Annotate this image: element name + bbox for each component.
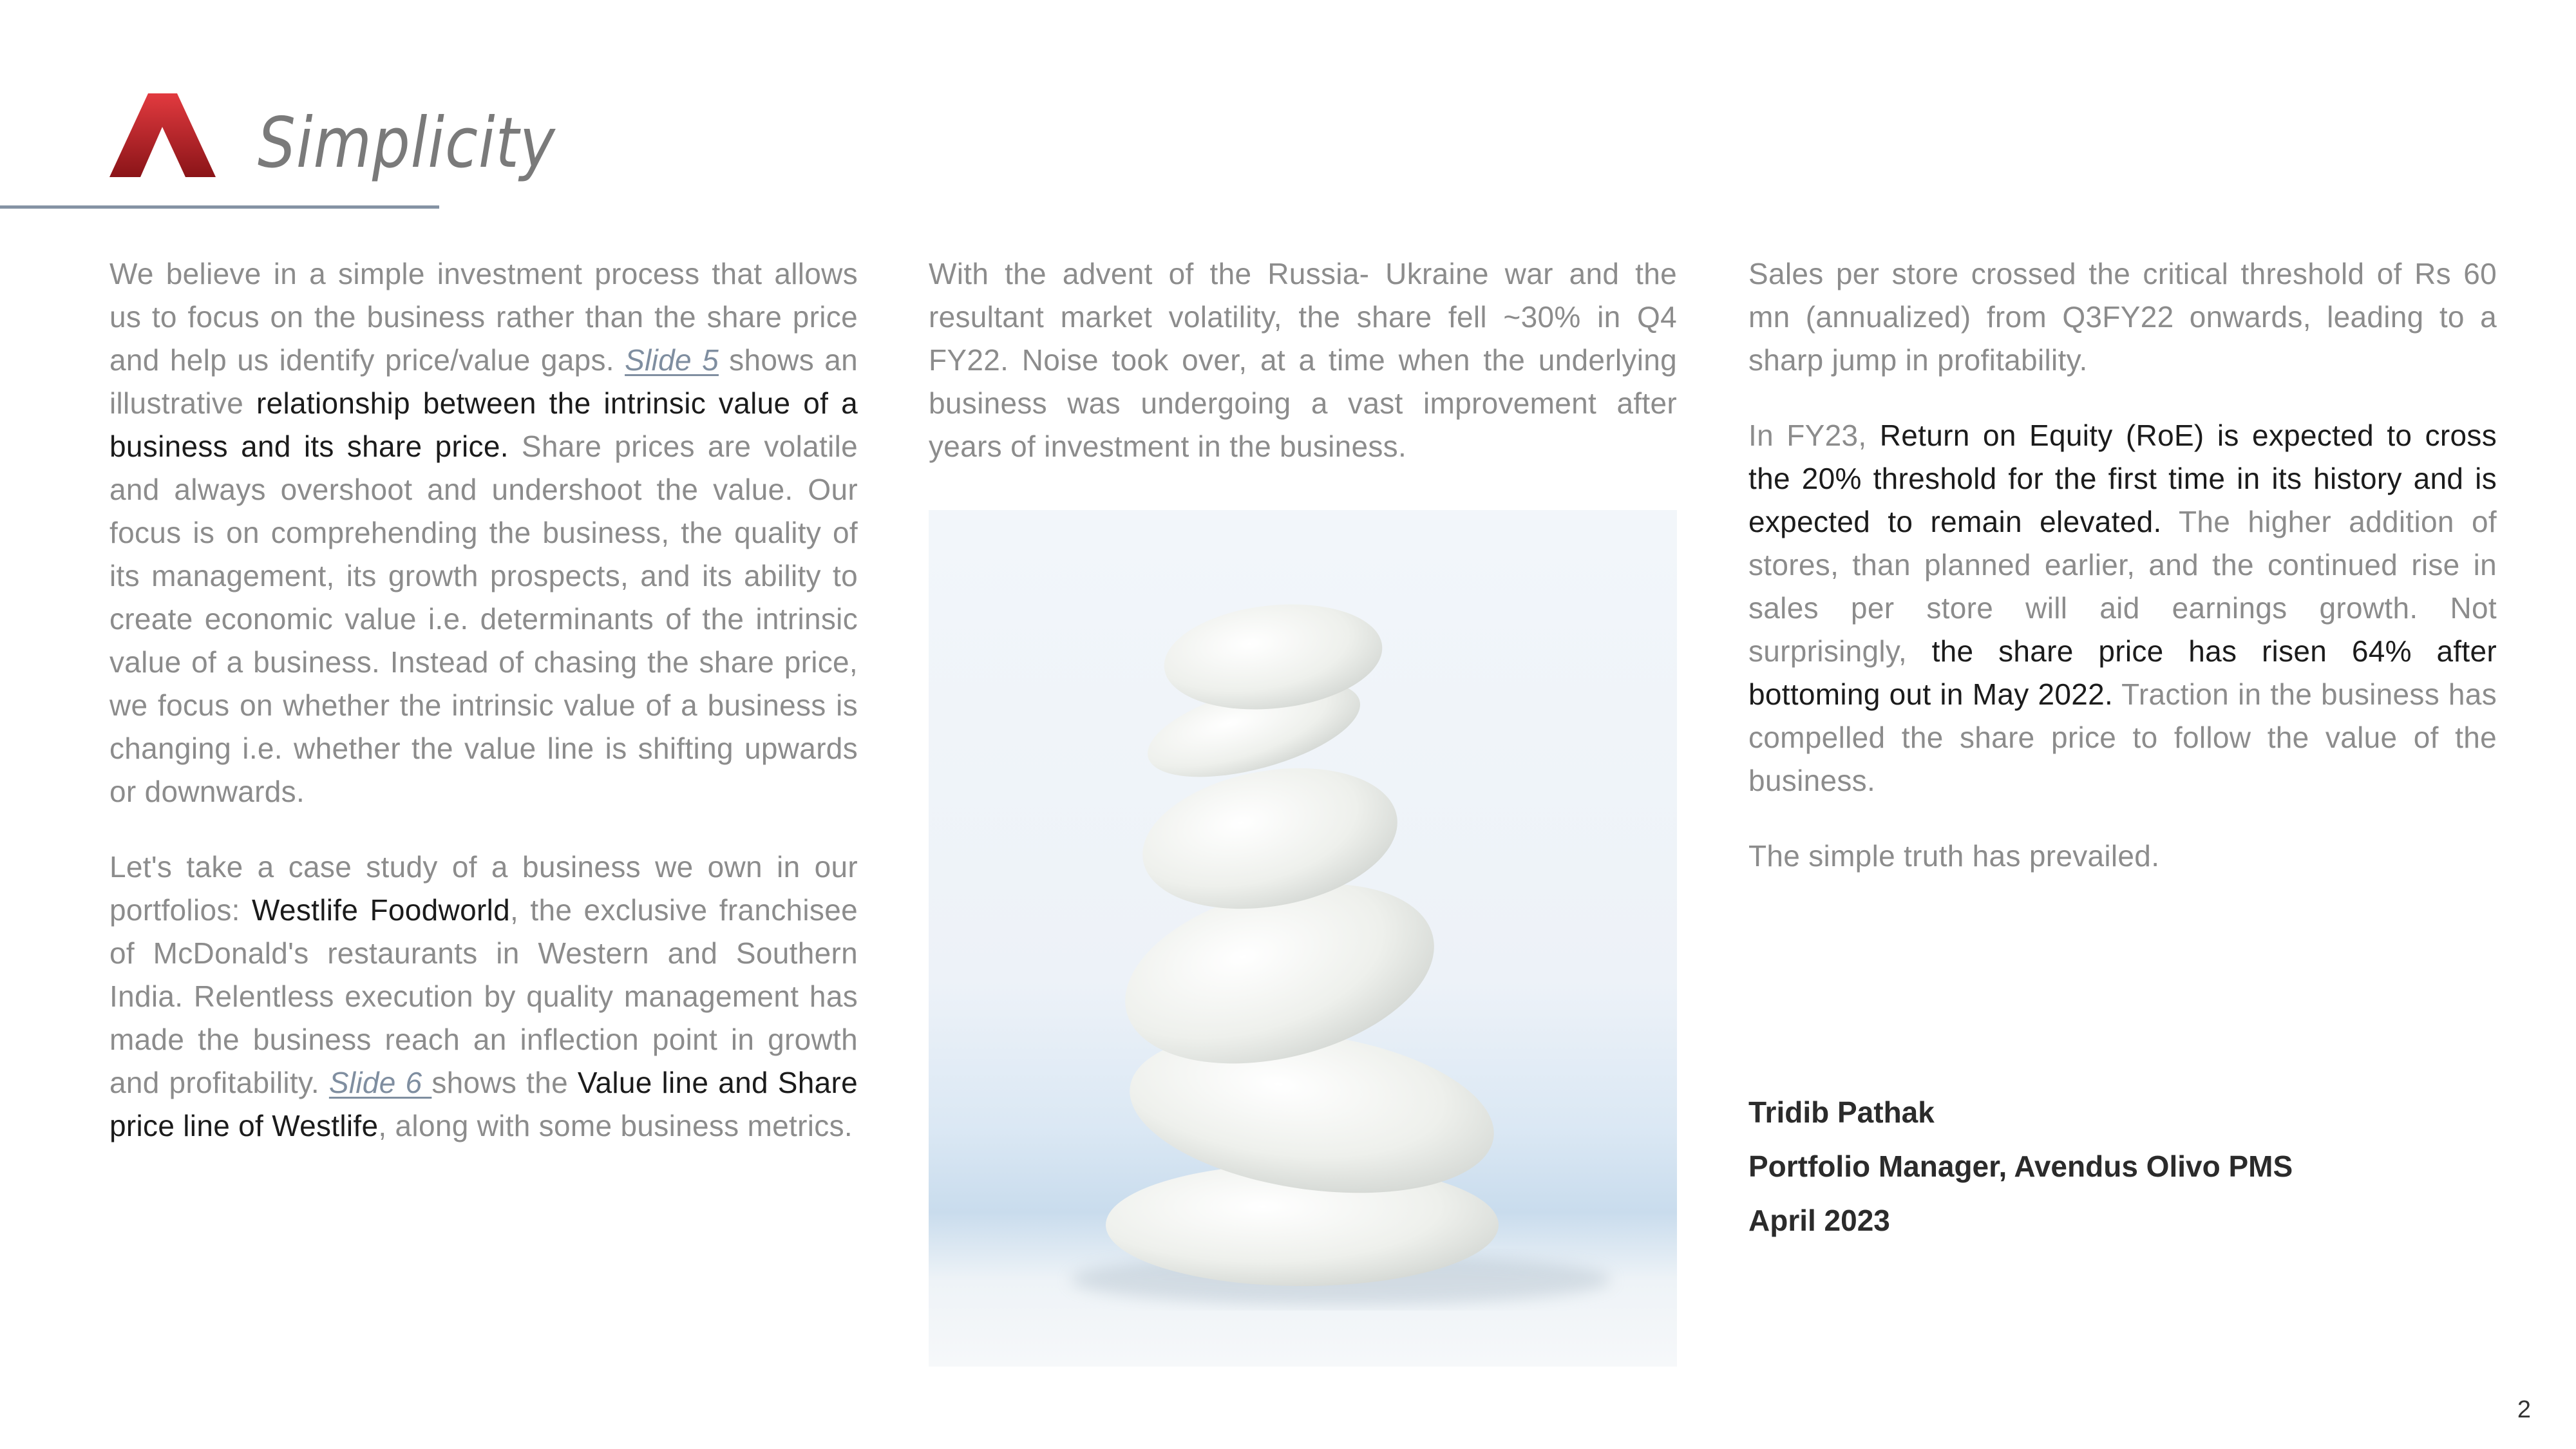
paragraph-conclusion: The simple truth has prevailed. [1748,839,2160,873]
highlight-text: relationship between the intrinsic value of a business and its share price. [109,386,858,463]
paragraph-case-study: Let's take a case study of a business we own in our portfolios: Westlife Foodworld, the exclusive franchisee of McDonald's restaurants in Western and Southern India. Relentless execution by quality management has made the business reach an inflection point in growth and profitability. Slide 6 shows the Value line and Share price line of Westlife, along with some business metrics. [109,850,858,1142]
highlight-text: Westlife Foodworld [252,893,510,927]
column-right [1748,252,2497,910]
publish-date: April 2023 [1748,1204,1890,1237]
column-left [109,252,858,1180]
slide-6-link[interactable]: Slide 6 [328,1066,432,1099]
column-middle [929,252,1677,500]
paragraph-roe: In FY23, Return on Equity (RoE) is expected to cross the 20% threshold for the first time in its history and is expected to remain elevated. The higher addition of stores, than planned earlier, and the continued rise in sales per store will aid earnings growth. Not surprisingly, the share price has risen 64% after bottoming out in May 2022. Traction in the business has compelled the share price to follow the value of the business. [1748,419,2497,797]
highlight-text: Return on Equity (RoE) is expected to cross the 20% threshold for the first time in its history and is expected to remain elevated. [1748,419,2497,538]
stacked-pebbles-image [929,510,1677,1367]
highlight-text: Value line and Share price line of Westlife [109,1066,858,1142]
paragraph-russia-ukraine: With the advent of the Russia- Ukraine war and the resultant market volatility, the share fell ~30% in Q4 FY22. Noise took over, at a time when the underlying business was undergoing a vast improvement after years of investment in the business. [929,257,1677,463]
avendus-logo-icon [109,93,216,177]
paragraph-sales-per-store: Sales per store crossed the critical threshold of Rs 60 mn (annualized) from Q3FY22 onwards, leading to a sharp jump in profitability. [1748,257,2497,377]
paragraph-investment-process: We believe in a simple investment process that allows us to focus on the business rather than the share price and help us identify price/value gaps. Slide 5 shows an illustrative relationship between the intrinsic value of a business and its share price. Share prices are volatile and always overshoot and undershoot the value. Our focus is on comprehending the business, the quality of its management, its growth prospects, and its ability to create economic value i.e. determinants of the intrinsic value of a business. Instead of chasing the share price, we focus on whether the intrinsic value of a business is changing i.e. whether the value line is shifting upwards or downwards. [109,257,858,808]
slide-5-link[interactable]: Slide 5 [625,343,719,377]
author-role: Portfolio Manager, Avendus Olivo PMS [1748,1150,2293,1183]
page-number: 2 [2517,1396,2531,1423]
author-name: Tridib Pathak [1748,1095,1935,1129]
highlight-text: the share price has risen 64% after bottoming out in May 2022. [1748,634,2497,711]
page-title: Simplicity [258,103,556,184]
title-underline [0,205,439,209]
